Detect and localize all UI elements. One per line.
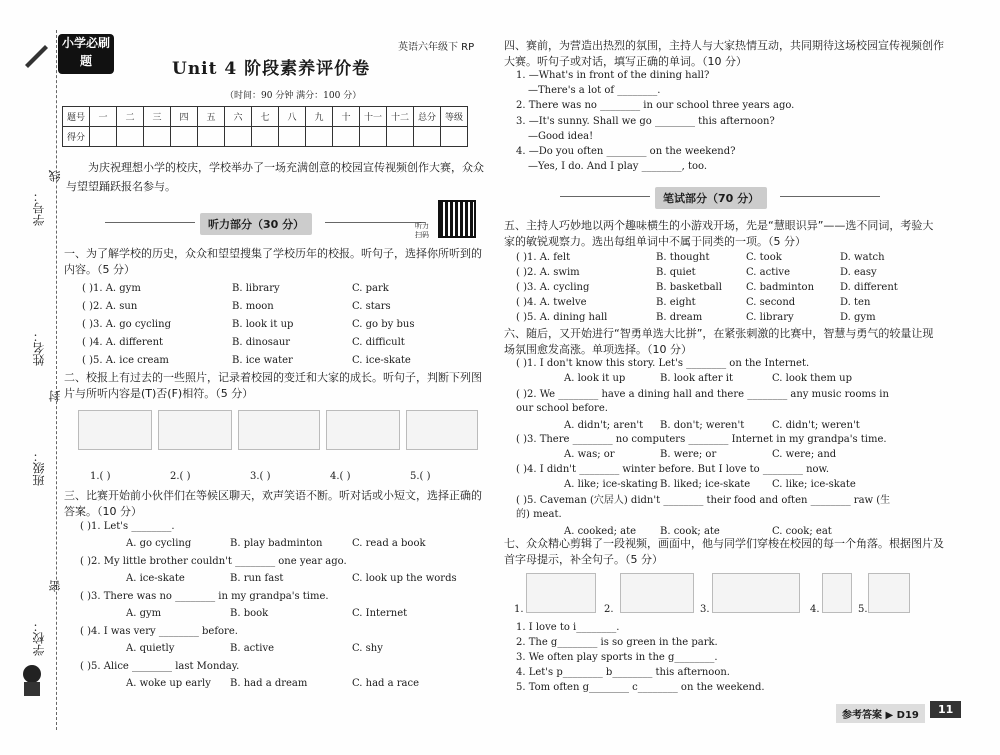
score-header-cell: 十 xyxy=(333,107,360,127)
q3-option-a[interactable]: A. ice-skate xyxy=(126,573,185,584)
q6-stem: ( )1. I don't know this story. Let's ________ on the Internet. xyxy=(516,358,810,369)
q7-line[interactable]: 3. We often play sports in the g________. xyxy=(516,652,718,663)
q7-picture-number: 3. xyxy=(700,604,710,615)
q3-option-c[interactable]: C. read a book xyxy=(352,538,426,549)
book-label: 英语六年级下 RP xyxy=(398,42,475,53)
q4-line[interactable]: 3. —It's sunny. Shall we go ________ this afternoon? xyxy=(516,116,775,127)
score-cell[interactable] xyxy=(387,127,414,147)
divider xyxy=(780,196,880,197)
q4-line[interactable]: 1. —What's in front of the dining hall? xyxy=(516,70,710,81)
q3-stem: ( )1. Let's ________. xyxy=(80,521,175,532)
q5-option-d[interactable]: D. gym xyxy=(840,312,876,323)
q1-option-a[interactable]: ( )4. A. different xyxy=(82,337,164,348)
picture-ice-skate xyxy=(78,410,152,450)
score-header-cell: 十一 xyxy=(360,107,387,127)
page-number: 11 xyxy=(930,701,961,718)
q6-option-a[interactable]: A. cooked; ate xyxy=(564,526,637,537)
q1-option-b[interactable]: B. library xyxy=(232,283,280,294)
q3-option-a[interactable]: A. go cycling xyxy=(126,538,192,549)
q5-option-c[interactable]: C. second xyxy=(746,297,796,308)
q1-option-b[interactable]: B. dinosaur xyxy=(232,337,291,348)
q5-option-c[interactable]: C. active xyxy=(746,267,790,278)
q6-option-b[interactable]: B. look after it xyxy=(660,373,733,384)
q4-line[interactable]: —Good idea! xyxy=(528,131,594,142)
q3-stem: ( )2. My little brother couldn't ________ one year ago. xyxy=(80,556,347,567)
q7-title: 七、众众精心剪辑了一段视频，画面中，他与同学们穿梭在校园的每一个角落。根据图片及首字母提示，补全句子。（5 分） xyxy=(504,537,944,566)
q6-option-c[interactable]: C. were; and xyxy=(772,449,837,460)
score-header-cell: 题号 xyxy=(63,107,90,127)
q1-option-c[interactable]: C. park xyxy=(352,283,389,294)
student-id-label: 学号： xyxy=(32,190,46,226)
q1-option-a[interactable]: ( )2. A. sun xyxy=(82,301,138,312)
q2-answer-blank[interactable]: 3.( ) xyxy=(250,471,271,482)
q6-option-c[interactable]: C. cook; eat xyxy=(772,526,832,537)
binding-mark-1: 线 xyxy=(48,170,62,182)
binding-mark-3: 密 xyxy=(48,580,62,592)
q5-option-b[interactable]: B. eight xyxy=(656,297,696,308)
name-label: 姓名： xyxy=(32,330,46,366)
q1-title: 一、为了解学校的历史，众众和望望搜集了学校历年的校报。听句子，选择你所听到的内容。（5 分） xyxy=(64,247,482,276)
q1-option-c[interactable]: C. go by bus xyxy=(352,319,415,330)
page-title: Unit 4 阶段素养评价卷 xyxy=(172,59,371,79)
picture-gym xyxy=(712,573,800,613)
q5-option-b[interactable]: B. thought xyxy=(656,252,710,263)
score-table xyxy=(62,106,468,147)
q3-stem: ( )4. I was very ________ before. xyxy=(80,626,238,637)
q1-option-a[interactable]: ( )5. A. ice cream xyxy=(82,355,169,366)
intro-paragraph: 为庆祝理想小学的校庆，学校举办了一场充满创意的校园宣传视频创作大赛，众众与望望踊跃报名参与。 xyxy=(66,161,484,193)
score-cell[interactable] xyxy=(198,127,225,147)
q3-option-b[interactable]: B. book xyxy=(230,608,269,619)
q2-title: 二、校报上有过去的一些照片，记录着校园的变迁和大家的成长。听句子，判断下列图片与所听内容是(T)否(F)相符。（5 分） xyxy=(64,371,482,400)
q4-line[interactable]: 4. —Do you often ________ on the weekend? xyxy=(516,146,736,157)
binding-mark-2: 封 xyxy=(48,390,62,402)
q6-stem: ( )4. I didn't ________ winter before. But I love to ________ now. xyxy=(516,464,830,475)
score-cell[interactable] xyxy=(171,127,198,147)
score-cell[interactable] xyxy=(225,127,252,147)
q5-option-a[interactable]: ( )5. A. dining hall xyxy=(516,312,608,323)
qr-code-icon[interactable] xyxy=(438,200,476,238)
qr-label: 听力扫码 xyxy=(415,222,429,239)
q3-option-c[interactable]: C. Internet xyxy=(352,608,408,619)
q5-option-a[interactable]: ( )2. A. swim xyxy=(516,267,580,278)
q3-option-b[interactable]: B. run fast xyxy=(230,573,284,584)
q7-line[interactable]: 1. I love to i________. xyxy=(516,622,620,633)
score-header-cell: 九 xyxy=(306,107,333,127)
q3-option-a[interactable]: A. quietly xyxy=(126,643,175,654)
time-score-info: （时间：90 分钟 满分：100 分） xyxy=(225,91,362,101)
q3-option-a[interactable]: A. gym xyxy=(126,608,162,619)
score-header-cell: 六 xyxy=(225,107,252,127)
q7-picture-number: 5. xyxy=(858,604,868,615)
q3-stem: ( )3. There was no ________ in my grandpa's time. xyxy=(80,591,329,602)
q7-picture-number: 4. xyxy=(810,604,820,615)
q5-option-c[interactable]: C. took xyxy=(746,252,782,263)
q4-title: 四、赛前，为营造出热烈的氛围，主持人与大家热情互动，共同期待这场校园宣传视频创作大赛。听句子或对话，填写正确的单词。（10 分） xyxy=(504,39,944,68)
picture-cycling xyxy=(326,410,400,450)
q7-picture-number: 2. xyxy=(604,604,614,615)
q3-option-b[interactable]: B. had a dream xyxy=(230,678,308,689)
school-label: 学校： xyxy=(32,620,46,656)
picture-gym xyxy=(158,410,232,450)
q3-option-b[interactable]: B. play badminton xyxy=(230,538,323,549)
q6-stem: ( )5. Caveman (穴居人) didn't ________ their food and often ________ raw (生的) meat. xyxy=(516,495,891,520)
score-header-cell: 三 xyxy=(144,107,171,127)
q5-option-d[interactable]: D. ten xyxy=(840,297,871,308)
q5-option-b[interactable]: B. dream xyxy=(656,312,703,323)
picture-grass xyxy=(620,573,694,613)
q6-option-a[interactable]: A. was; or xyxy=(564,449,615,460)
q6-option-b[interactable]: B. were; or xyxy=(660,449,717,460)
q6-option-c[interactable]: C. look them up xyxy=(772,373,853,384)
q7-line[interactable]: 2. The g________ is so green in the park. xyxy=(516,637,718,648)
q6-option-c[interactable]: C. like; ice-skate xyxy=(772,479,856,490)
q2-answer-blank[interactable]: 4.( ) xyxy=(330,471,351,482)
q6-title: 六、随后，又开始进行“智勇单选大比拼”，在紧张刺激的比赛中，智慧与勇气的较量让现场氛围愈发高涨。单项选择。（10 分） xyxy=(504,327,934,356)
q1-option-b[interactable]: B. moon xyxy=(232,301,274,312)
q2-answer-blank[interactable]: 2.( ) xyxy=(170,471,191,482)
q1-option-c[interactable]: C. ice-skate xyxy=(352,355,411,366)
picture-badminton xyxy=(406,410,478,450)
score-header-cell: 一 xyxy=(90,107,117,127)
q5-option-a[interactable]: ( )4. A. twelve xyxy=(516,297,587,308)
q6-option-c[interactable]: C. didn't; weren't xyxy=(772,420,860,431)
q2-answer-blank[interactable]: 1.( ) xyxy=(90,471,111,482)
q5-option-c[interactable]: C. badminton xyxy=(746,282,815,293)
q5-option-d[interactable]: D. watch xyxy=(840,252,885,263)
class-label: 班级： xyxy=(32,450,46,486)
answer-key-ref: 参考答案 ▶ D19 xyxy=(836,704,925,723)
q5-option-a[interactable]: ( )3. A. cycling xyxy=(516,282,590,293)
q7-picture-number: 1. xyxy=(514,604,524,615)
q5-title: 五、主持人巧妙地以两个趣味横生的小游戏开场，先是“慧眼识异”——选不同词，考验大家的敏锐观察力。选出每组单词中不属于同类的一项。（5 分） xyxy=(504,219,934,248)
q3-option-b[interactable]: B. active xyxy=(230,643,275,654)
q1-option-b[interactable]: B. look it up xyxy=(232,319,294,330)
score-header-cell: 二 xyxy=(117,107,144,127)
score-cell[interactable]: 得分 xyxy=(63,127,90,147)
picture-cycling xyxy=(868,573,910,613)
score-cell[interactable] xyxy=(117,127,144,147)
score-row xyxy=(63,107,468,127)
q4-line[interactable]: —There's a lot of ________. xyxy=(528,85,661,96)
picture-ice-skate xyxy=(526,573,596,613)
q3-option-c[interactable]: C. look up the words xyxy=(352,573,457,584)
q6-option-a[interactable]: A. like; ice-skating xyxy=(564,479,658,490)
binding-line xyxy=(56,30,57,730)
q2-answer-blank[interactable]: 5.( ) xyxy=(410,471,431,482)
q6-stem: ( )3. There ________ no computers ________ Internet in my grandpa's time. xyxy=(516,434,887,445)
q7-line[interactable]: 5. Tom often g________ c________ on the weekend. xyxy=(516,682,765,693)
pen-icon xyxy=(20,40,50,70)
divider xyxy=(105,222,195,223)
q3-stem: ( )5. Alice ________ last Monday. xyxy=(80,661,240,672)
brand-logo: 小学必刷题 xyxy=(58,34,114,74)
q3-option-a[interactable]: A. woke up early xyxy=(126,678,211,689)
score-header-cell: 八 xyxy=(279,107,306,127)
q5-option-d[interactable]: D. different xyxy=(840,282,898,293)
q6-option-b[interactable]: B. cook; ate xyxy=(660,526,720,537)
picture-badminton xyxy=(822,573,852,613)
score-header-cell: 等级 xyxy=(441,107,468,127)
divider xyxy=(325,222,425,223)
score-header-cell: 五 xyxy=(198,107,225,127)
q5-option-b[interactable]: B. quiet xyxy=(656,267,696,278)
score-cell[interactable] xyxy=(90,127,117,147)
picture-grass xyxy=(238,410,320,450)
score-cell[interactable] xyxy=(252,127,279,147)
score-header-cell: 总分 xyxy=(414,107,441,127)
q6-stem: ( )2. We ________ have a dining hall and there ________ any music rooms in our school before. xyxy=(516,389,889,414)
q6-option-a[interactable]: A. didn't; aren't xyxy=(564,420,644,431)
q5-option-a[interactable]: ( )1. A. felt xyxy=(516,252,571,263)
score-header-cell: 十二 xyxy=(387,107,414,127)
q1-option-a[interactable]: ( )1. A. gym xyxy=(82,283,141,294)
q3-option-c[interactable]: C. had a race xyxy=(352,678,420,689)
written-section-header: 笔试部分（70 分） xyxy=(655,187,767,209)
q3-option-c[interactable]: C. shy xyxy=(352,643,383,654)
q1-option-b[interactable]: B. ice water xyxy=(232,355,293,366)
score-cell[interactable] xyxy=(306,127,333,147)
score-cell[interactable] xyxy=(360,127,387,147)
score-cell[interactable] xyxy=(441,127,468,147)
divider xyxy=(560,196,650,197)
score-header-cell: 四 xyxy=(171,107,198,127)
score-header-cell: 七 xyxy=(252,107,279,127)
q5-option-d[interactable]: D. easy xyxy=(840,267,877,278)
score-cell[interactable] xyxy=(144,127,171,147)
score-cell[interactable] xyxy=(279,127,306,147)
mascot-icon xyxy=(14,660,50,700)
q1-option-c[interactable]: C. stars xyxy=(352,301,391,312)
q5-option-c[interactable]: C. library xyxy=(746,312,794,323)
q7-line[interactable]: 4. Let's p________ b________ this afternoon. xyxy=(516,667,730,678)
score-cell[interactable] xyxy=(414,127,441,147)
q3-title: 三、比赛开始前小伙伴们在等候区聊天，欢声笑语不断。听对话或小短文，选择正确的答案。（10 分） xyxy=(64,489,482,518)
q1-option-c[interactable]: C. difficult xyxy=(352,337,405,348)
q4-line[interactable]: 2. There was no ________ in our school three years ago. xyxy=(516,100,795,111)
listening-section-header: 听力部分（30 分） xyxy=(200,213,312,235)
q1-option-a[interactable]: ( )3. A. go cycling xyxy=(82,319,171,330)
score-row xyxy=(63,127,468,147)
q6-option-b[interactable]: B. liked; ice-skate xyxy=(660,479,751,490)
q4-line[interactable]: —Yes, I do. And I play ________, too. xyxy=(528,161,708,172)
score-cell[interactable] xyxy=(333,127,360,147)
q5-option-b[interactable]: B. basketball xyxy=(656,282,722,293)
q6-option-a[interactable]: A. look it up xyxy=(564,373,626,384)
q6-option-b[interactable]: B. don't; weren't xyxy=(660,420,745,431)
